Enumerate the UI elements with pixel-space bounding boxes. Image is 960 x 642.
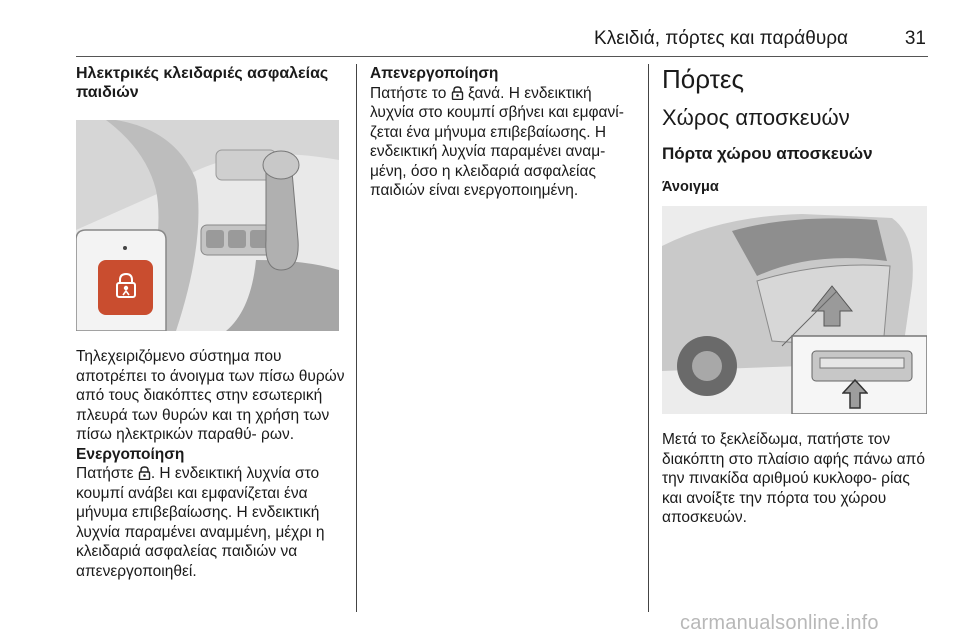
- column-3: [662, 64, 932, 528]
- column-divider-right: [648, 64, 649, 612]
- column-1: [76, 64, 346, 581]
- child-lock-icon: [115, 273, 137, 299]
- activation-title: Ενεργοποίηση: [76, 445, 185, 463]
- intro-paragraph: Τηλεχειριζόμενο σύστημα που αποτρέπει το άνοιγμα των πίσω θυρών από τους διακόπτες στην εσωτερική πλευρά των θυρών και τη χρήση των πίσω ηλεκτρικών παραθύ- ρων.: [76, 348, 345, 443]
- child-lock-console-illustration: [76, 120, 339, 331]
- lock-inline-icon: [451, 86, 464, 100]
- column-2: [370, 64, 638, 201]
- chapter-heading: Πόρτες: [662, 64, 745, 94]
- watermark: carmanualsonline.info: [680, 612, 879, 634]
- subsection-heading: Πόρτα χώρου αποσκευών: [662, 144, 873, 163]
- deactivation-post: ξανά. Η ενδεικτική λυχνία στο κουμπί σβήνει και εμφανί- ζεται ένα μήνυμα επιβεβαίωσης. Η ενδεικτική λυχνία παραμένει αναμ- μένη, όσο η κλειδαριά ασφαλείας παιδιών είναι ενεργοποιημένη.: [370, 84, 624, 199]
- deactivation-title: Απενεργοποίηση: [370, 65, 499, 82]
- figure-child-lock-switch: [76, 120, 339, 331]
- running-title: Κλειδιά, πόρτες και παράθυρα: [594, 28, 848, 49]
- tailgate-opening-paragraph: Μετά το ξεκλείδωμα, πατήστε τον διακόπτη στο πλαίσιο αφής πάνω από την πινακίδα αριθμού κυκλοφο- ρίας και ανοίξτε την πόρτα του χώρου αποσκευών.: [662, 431, 925, 526]
- up-arrow-icon: [842, 379, 868, 409]
- tailgate-illustration: [662, 206, 927, 414]
- figure-tailgate: [662, 206, 927, 414]
- activation-paragraph: [76, 464, 346, 581]
- section-heading: Χώρος αποσκευών: [662, 105, 850, 130]
- activation-pre: Πατήστε: [76, 465, 138, 482]
- topic-heading: Άνοιγμα: [662, 179, 719, 195]
- activation-post: . Η ενδεικτική λυχνία στο κουμπί ανάβει και εμφανίζεται ένα μήνυμα επιβεβαίωσης. Η ενδεικτική λυχνία παραμένει αναμμένη, μέχρι η κλειδαριά ασφαλείας παιδιών να απενεργοποιηθεί.: [76, 465, 325, 580]
- page-number: 31: [904, 28, 926, 49]
- lock-inline-icon: [138, 466, 151, 480]
- column-divider-left: [356, 64, 357, 612]
- section-heading-child-locks: Ηλεκτρικές κλειδαριές ασφαλείας παιδιών: [76, 65, 329, 101]
- deactivation-pre: Πατήστε το: [370, 84, 451, 102]
- header-rule: [76, 56, 928, 57]
- deactivation-paragraph: [370, 84, 638, 201]
